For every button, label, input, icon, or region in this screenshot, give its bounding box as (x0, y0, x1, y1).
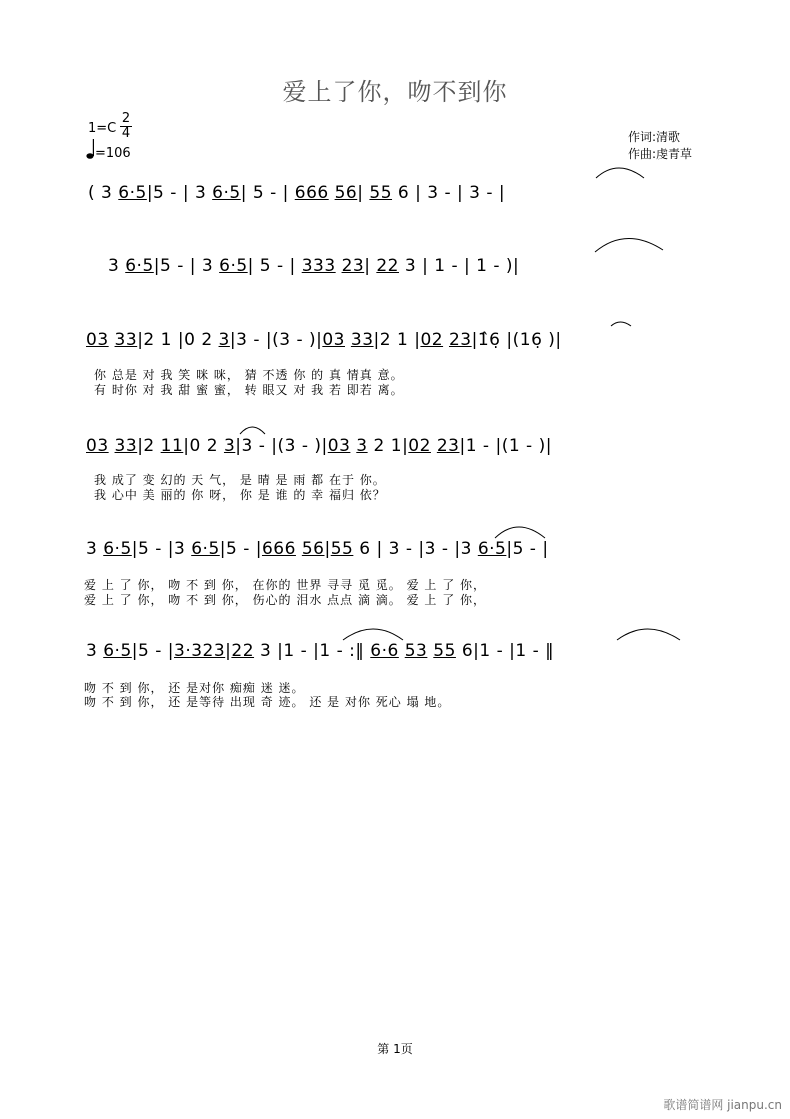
beamed-notes: 03 (322, 330, 345, 350)
beamed-notes: 03 (327, 436, 351, 456)
notes: 6 | 3 - | 3 - | (392, 183, 506, 203)
notes: 3 (108, 256, 126, 276)
lyric-line-4b: 我 心中 美 丽的 你 呀， 你 是 谁 的 幸 福归 依？ (94, 488, 386, 502)
beamed-notes: 6·5 (125, 256, 154, 276)
beamed-notes: 33 (114, 330, 138, 350)
notes: |5 - | (506, 539, 549, 559)
notes: 0 2 (184, 330, 219, 350)
page-number: 第 1页 (377, 1042, 413, 1056)
lyric-line-6b: 吻 不 到 你， 还 是等待 出现 奇 迹。 还 是 对你 死心 塌 地。 (84, 695, 451, 709)
notes: |2 1 | (373, 330, 421, 350)
beamed-notes: 55 (330, 539, 354, 559)
notes: |5 - | 3 (146, 183, 213, 203)
beamed-notes: 333 (301, 256, 336, 276)
notes: ( (88, 183, 102, 203)
beamed-notes: 55 (433, 641, 456, 661)
notes: |3 - |(3 - )| (229, 330, 323, 350)
time-signature-bottom: 4 (121, 126, 131, 141)
notes: |0 2 (183, 436, 224, 456)
notes: | (364, 256, 377, 276)
slur-arc (343, 629, 403, 640)
beamed-notes: 02 (420, 330, 444, 350)
beamed-notes: 6·5 (103, 641, 132, 661)
notes: |5 - |3 (131, 539, 192, 559)
notes: 6 | 3 - |3 - |3 (353, 539, 478, 559)
beamed-notes: 11 (160, 436, 184, 456)
slur-arc (240, 427, 265, 434)
beamed-notes: 33 (350, 330, 374, 350)
tempo-mark: =106 (95, 146, 131, 161)
notes: | 5 - | (247, 256, 302, 276)
beamed-notes: 56 (301, 539, 325, 559)
lyric-line-5b: 爱 上 了 你， 吻 不 到 你， 伤心的 泪水 点点 滴 滴。 爱 上 了 你， (84, 593, 487, 607)
notes: |1 - |(1 - )| (459, 436, 552, 456)
slur-arc (596, 168, 644, 178)
beamed-notes: 23 (341, 256, 365, 276)
slur-arc (595, 238, 663, 252)
beamed-notes: 55 (369, 183, 393, 203)
beamed-notes: 3·323 (174, 641, 226, 661)
beamed-notes: 3 (218, 330, 230, 350)
beamed-notes: 56 (334, 183, 358, 203)
notes: |2 1 | (137, 330, 185, 350)
beamed-notes: 3 (356, 436, 368, 456)
beamed-notes: 6·5 (118, 183, 147, 203)
lyric-line-6a: 吻 不 到 你， 还 是对你 痴痴 迷 迷。 (84, 681, 305, 695)
beamed-notes: 6·5 (191, 539, 220, 559)
lyricist-credit: 作词:清歌 (628, 130, 681, 144)
slur-arc (617, 629, 680, 640)
notes: 3 (86, 641, 104, 661)
beamed-notes: 02 (408, 436, 431, 456)
beamed-notes: 666 (261, 539, 296, 559)
slur-arc (495, 527, 545, 538)
slur-arc (611, 322, 631, 326)
beamed-notes: 6·6 (370, 641, 399, 661)
notes: | (357, 183, 370, 203)
beamed-notes: 22 (376, 256, 399, 276)
beamed-notes: 53 (404, 641, 428, 661)
notes: |5 - | 3 (153, 256, 220, 276)
notes: 3 (86, 539, 104, 559)
notes: 2 1| (367, 436, 409, 456)
song-title: 爱上了你，吻不到你 (282, 78, 508, 106)
beamed-notes: 6·5 (103, 539, 132, 559)
beamed-notes: 33 (114, 436, 138, 456)
notes: | (225, 641, 232, 661)
beamed-notes: 666 (294, 183, 329, 203)
beamed-notes: 23 (436, 436, 460, 456)
beamed-notes: 3 (223, 436, 236, 456)
beamed-notes: 03 (86, 330, 109, 350)
composer-credit: 作曲:虔青草 (628, 147, 693, 161)
notes: |2 (137, 436, 161, 456)
beamed-notes: 6·5 (219, 256, 248, 276)
lyric-line-3b: 有 时你 对 我 甜 蜜 蜜， 转 眼又 对 我 若 即若 离。 (94, 383, 404, 397)
notes: |5 - | (219, 539, 262, 559)
beamed-notes: 03 (86, 436, 109, 456)
notes: 3 | 1 - | 1 - )| (398, 256, 520, 276)
notes: 3 |1 - |1 - :‖ (254, 641, 371, 661)
lyric-line-5a: 爱 上 了 你， 吻 不 到 你， 在你的 世界 寻寻 觅 觅。 爱 上 了 你， (84, 578, 487, 592)
beamed-notes: 6·5 (212, 183, 241, 203)
notes: | (324, 539, 331, 559)
notes: 6|1 - |1 - ‖ (455, 641, 555, 661)
watermark: 歌谱简谱网 jianpu.cn (663, 1098, 782, 1112)
notes: |1̂6̣ |(16̣ )| (471, 330, 562, 350)
notes: | 5 - | (240, 183, 295, 203)
beamed-notes: 6·5 (477, 539, 507, 559)
beamed-notes: 22 (231, 641, 255, 661)
key-signature: 1=C (88, 121, 117, 136)
beamed-notes: 23 (448, 330, 472, 350)
notes: 3 (101, 183, 119, 203)
lyric-line-3a: 你 总是 对 我 笑 咪 咪， 猜 不透 你 的 真 情真 意。 (94, 368, 404, 382)
notes: |3 - |(3 - )| (235, 436, 328, 456)
notes: |5 - | (131, 641, 174, 661)
time-signature-top: 2 (121, 111, 131, 126)
lyric-line-4a: 我 成了 变 幻的 天 气， 是 晴 是 雨 都 在于 你。 (94, 473, 386, 487)
